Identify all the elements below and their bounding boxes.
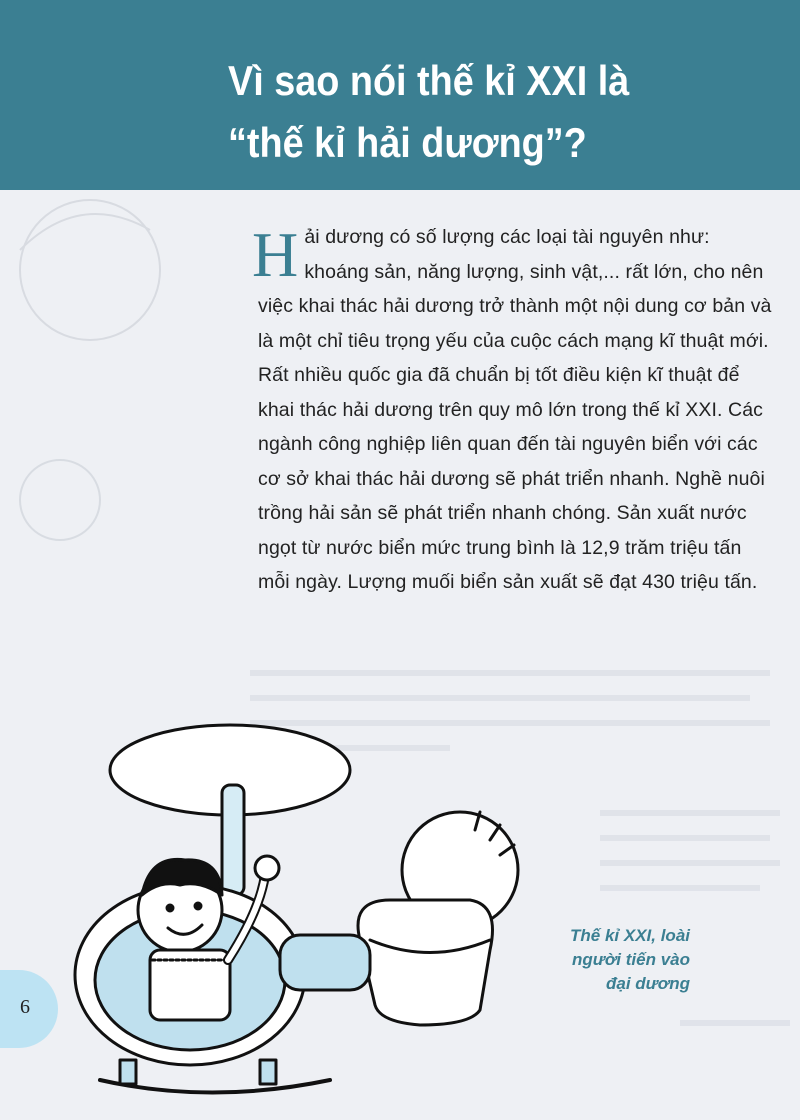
submarine-boy-illustration — [60, 710, 530, 1110]
article-paragraph: ải dương có số lượng các loại tài nguyên như: khoáng sản, năng lượng, sinh vật,... rất lớn, cho nên việc khai thác hải dương trở thành một nội dung cơ bản và là một chỉ tiêu trọng yếu của cuộc cách mạng kĩ thuật mới. Rất nhiều quốc gia đã chuẩn bị tốt điều kiện kĩ thuật để khai thác hải dương trên quy mô lớn trong thế kỉ XXI. Các ngành công nghiệp liên quan đến tài nguyên biển với các cơ sở khai thác hải dương sẽ phát triển nhanh. Nghề nuôi trồng hải sản sẽ phát triển nhanh chóng. Sản xuất nước ngọt từ nước biển mức trung bình là 12,9 trăm triệu tấn mỗi ngày. Lượng muối biển sản xuất sẽ đạt 430 triệu tấn. — [258, 226, 772, 593]
illustration-caption — [560, 924, 690, 996]
caption-line-1: Thế kỉ XXI, loài — [570, 926, 690, 945]
caption-line-3: đại dương — [606, 974, 690, 993]
page-title — [228, 50, 732, 174]
article-body — [252, 219, 778, 600]
page-number: 6 — [20, 996, 30, 1018]
page-title-line-1: Vì sao nói thế kỉ XXI là — [228, 57, 630, 104]
caption-line-2: người tiến vào — [571, 950, 690, 969]
page-title-line-2: “thế kỉ hải dương”? — [228, 119, 587, 166]
drop-cap: H — [252, 219, 299, 290]
